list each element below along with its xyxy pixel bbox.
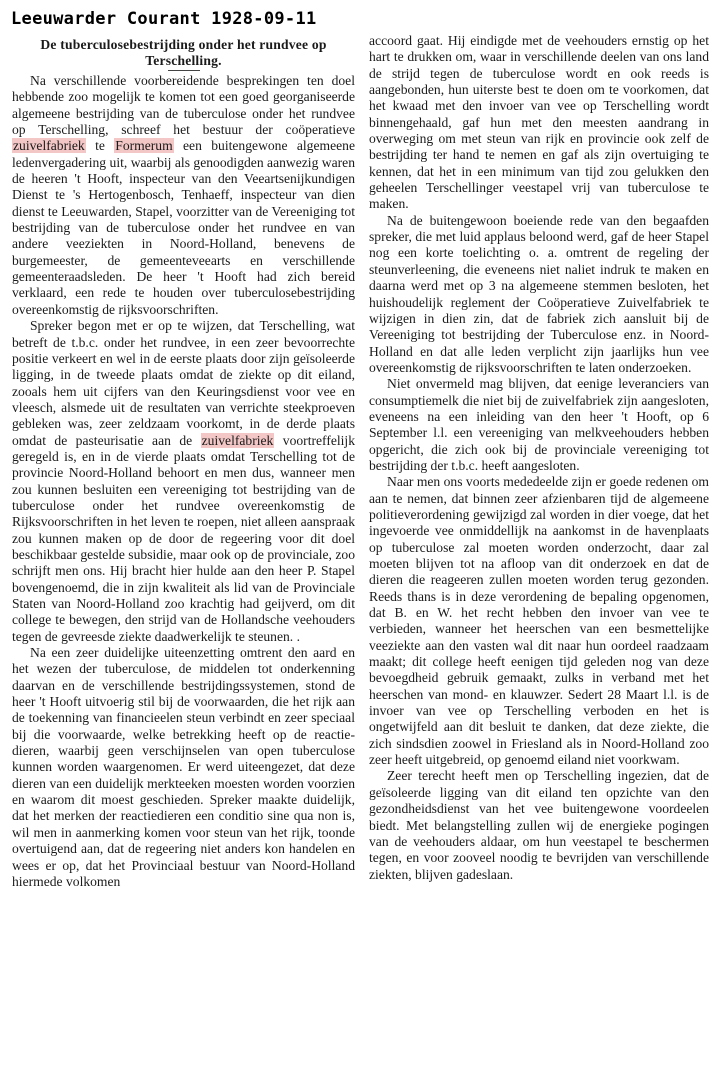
paragraph-text: Na verschillende voorbereidende besprekingen ten doel hebbende zoo mogelijk te komen tot een goed georganiseerde algemeene bestrijding van de tuberculose onder het rundvee op Terschelling, schreef het bestuur der coöperatieve <box>12 73 355 138</box>
highlighted-term: zuivelfabriek <box>201 432 274 448</box>
article-column-left <box>12 37 355 890</box>
highlighted-term: Formerum <box>115 138 173 154</box>
article-paragraph <box>369 213 709 376</box>
article-paragraph <box>12 73 355 318</box>
article-paragraph <box>12 318 355 645</box>
left-column-body <box>12 73 355 890</box>
article-paragraph <box>369 474 709 768</box>
paragraph-text: te <box>85 138 115 154</box>
paragraph-text: Zeer terecht heeft men op Terschelling ingezien, dat de geïsoleerde ligging van dit eiland ten opzichte van den gezondheidsdienst van het vee buitengewone voordeelen biedt. Met belangstelling zullen wij de energieke pogingen van de veehouders aldaar, om hun veestapel te beschermen tegen, en voor zooveel noodig te bevrijden van verschillende ziekten, blijven gadeslaan. <box>369 768 709 882</box>
article-title: De tuberculosebestrijding onder het rundvee op Terschelling. <box>40 37 327 68</box>
article-paragraph <box>369 768 709 882</box>
right-column-body <box>369 33 709 883</box>
paragraph-text: Na een zeer duidelijke uiteenzetting omtrent den aard en het wezen der tuberculose, de middelen tot onderkenning daarvan en de verschillende bestrijdingssystemen, stond de heer 't Hooft uitvoerig stil bij de voorwaarden, die het rijk aan de toekenning van financieelen steun verbindt en zeer speciaal bij die voorwaarde, welke betrekking heeft op de reactie-dieren, waarbij geen verschijnselen van open tuberculose kunnen worden waargenomen. Er werd uiteengezet, dat deze dieren van een duidelijk merkteeken moesten worden voorzien en waarom dit moest geschieden. Spreker maakte duidelijk, dat het merken der reactiedieren een conditio sine qua non is, wil men in aanmerking komen voor steun van het rijk, toonde overtuigend aan, dat de regeering niet anders kon handelen en wees er op, dat het Provinciaal bestuur van Noord-Holland hiermede volkomen <box>12 645 355 889</box>
source-label: Leeuwarder Courant 1928-09-11 <box>11 9 317 29</box>
article-paragraph <box>12 645 355 890</box>
paragraph-text: accoord gaat. Hij eindigde met de veehouders ernstig op het hart te drukken om, waar in verschillende deelen van ons land de strijd tegen de tuberculose wordt en ook reeds is aangebonden, hun uiterste best te doen om te voorkomen, dat het kwaad met den invoer van vee op Terschelling wordt binnengehaald, gaf hun met den meesten aandrang in overweging om met steun van rijk en provincie ook zelf de bestrijding ter hand te nemen en gaf als zijn overtuiging te kennen, dat het in een minimum van tijd zou gelukken den geheelen Terschellinger veestapel vrij van tuberculose te maken. <box>369 33 709 212</box>
title-divider <box>168 70 200 71</box>
article-paragraph <box>369 33 709 213</box>
article-column-right <box>369 33 709 883</box>
paragraph-text: Spreker begon met er op te wijzen, dat Terschelling, wat betreft de t.b.c. onder het rundvee, in een zeer bevoorrechte positie verkeert en wel in de eerste plaats door zijn geïsoleerde ligging, in de tweede plaats omdat de ziekte op dit eiland, zooals hem uit cijfers van den Keuringsdienst voor vee en vleesch, alsmede uit de resultaten van verrichte steekproeven gebleken was, zeer zeldzaam voorkomt, in de derde plaats omdat de pasteurisatie aan de <box>12 318 355 448</box>
paragraph-text: Na de buitengewoon boeiende rede van den begaafden spreker, die met luid applaus beloond werd, gaf de heer Stapel nog een korte toelichting o. a. omtrent de regeling der steunverleening, die eveneens niet naliet indruk te maken en daarna werd met op 3 na algemeene stemmen besloten, het huishoudelijk reglement der Coöperatieve Zuivelfabriek te wijzigen in dien zin, dat de fabriek zich aansluit bij de Vereeniging tot bestrijding der Tuberculose enz. in Noord-Holland en dat alle leden verplicht zijn jaarlijks hun vee overeenkomstig de rijksvoorschriften te laten onderzoeken. <box>369 212 709 375</box>
paragraph-text: Niet onvermeld mag blijven, dat eenige leveranciers van consumptiemelk die niet bij de zuivelfabriek zijn aangesloten, eveneens na een inleiding van den heer 't Hooft, op 6 September l.l. een vereeniging van melkveehouders hebben opgericht, die zich ook bij de provinciale vereeniging tot bestrijding der t.b.c. heeft aangesloten. <box>369 376 709 473</box>
paragraph-text: Naar men ons voorts mededeelde zijn er goede redenen om aan te nemen, dat binnen zeer afzienbaren tijd de algemeene politieverordening gewijzigd zal worden in dier voege, dat het ingevoerde vee onmiddellijk na aankomst in de havenplaats op tuberculose zal moeten worden onderzocht, daar zal moeten blijven tot na afloop van dit onderzoek en dat de dieren die reageeren zullen moeten worden terug gezonden. Reeds thans is in deze verordening de bepaling opgenomen, dat B. en W. het recht hebben den invoer van vee te verbieden, wanneer het heerschen van een besmettelijke veeziekte aan den vasten wal dit naar hun oordeel raadzaam maakt; dit college heeft eenigen tijd geleden nog van deze bevoegdheid gebruik gemaakt, zulks in verband met het heerschen van mond- en klauwzer. Sedert 28 Maart l.l. is de invoer van vee op Terschelling verboden en het is ongetwijfeld aan dit besluit te danken, dat deze ziekte, die zich sindsdien zoowel in Friesland als in Noord-Holland zoo zeer heeft uitgebreid, op genoemd eiland niet voorkwam. <box>369 474 709 768</box>
paragraph-text: voortreffelijk geregeld is, en in de vierde plaats omdat Terschelling tot de provincie Noord-Holland behoort en men dus, wanneer men zou kunnen besluiten een vereeniging tot bestrijding van de tuberculose onder het rundvee overeenkomstig de Rijksvoorschriften in het leven te roepen, niet alleen aanspraak zou kunnen maken op de door de regeering voor dit doel beschikbaar gestelde subsidie, maar ook op de provinciale, zoo schrijft men ons. Hij bracht hier hulde aan den heer P. Stapel bovengenoemd, die in zijn kwaliteit als lid van de Provinciale Staten van Noord-Holland zoo krachtig had geijverd, om dit college te bewegen, den strijd van de Hollandsche veehouders tegen de gevreesde ziekte daadwerkelijk te steunen. . <box>12 432 356 644</box>
article-paragraph <box>369 376 709 474</box>
highlighted-term: zuivelfabriek <box>13 138 85 154</box>
paragraph-text: een buitengewone algemeene ledenvergadering uit, waarbij als genoodigden aanwezig waren de heeren 't Hooft, inspecteur van den Veeartsenijkundigen Dienst te 's Hertogenbosch, Tenhaeff, inspecteur van dien dienst te Leeuwarden, Stapel, voorzitter van de Vereeniging tot bestrijding van de tuberculose onder het rundvee en van andere veeziekten in Noord-Holland, benevens de burgemeester, de gemeenteveearts en verschillende gemeenteraadsleden. De heer 't Hooft had zich bereid verklaard, een rede te houden over tuberculosebestrijding overeenkomstig de rijksvoorschriften. <box>12 138 355 317</box>
